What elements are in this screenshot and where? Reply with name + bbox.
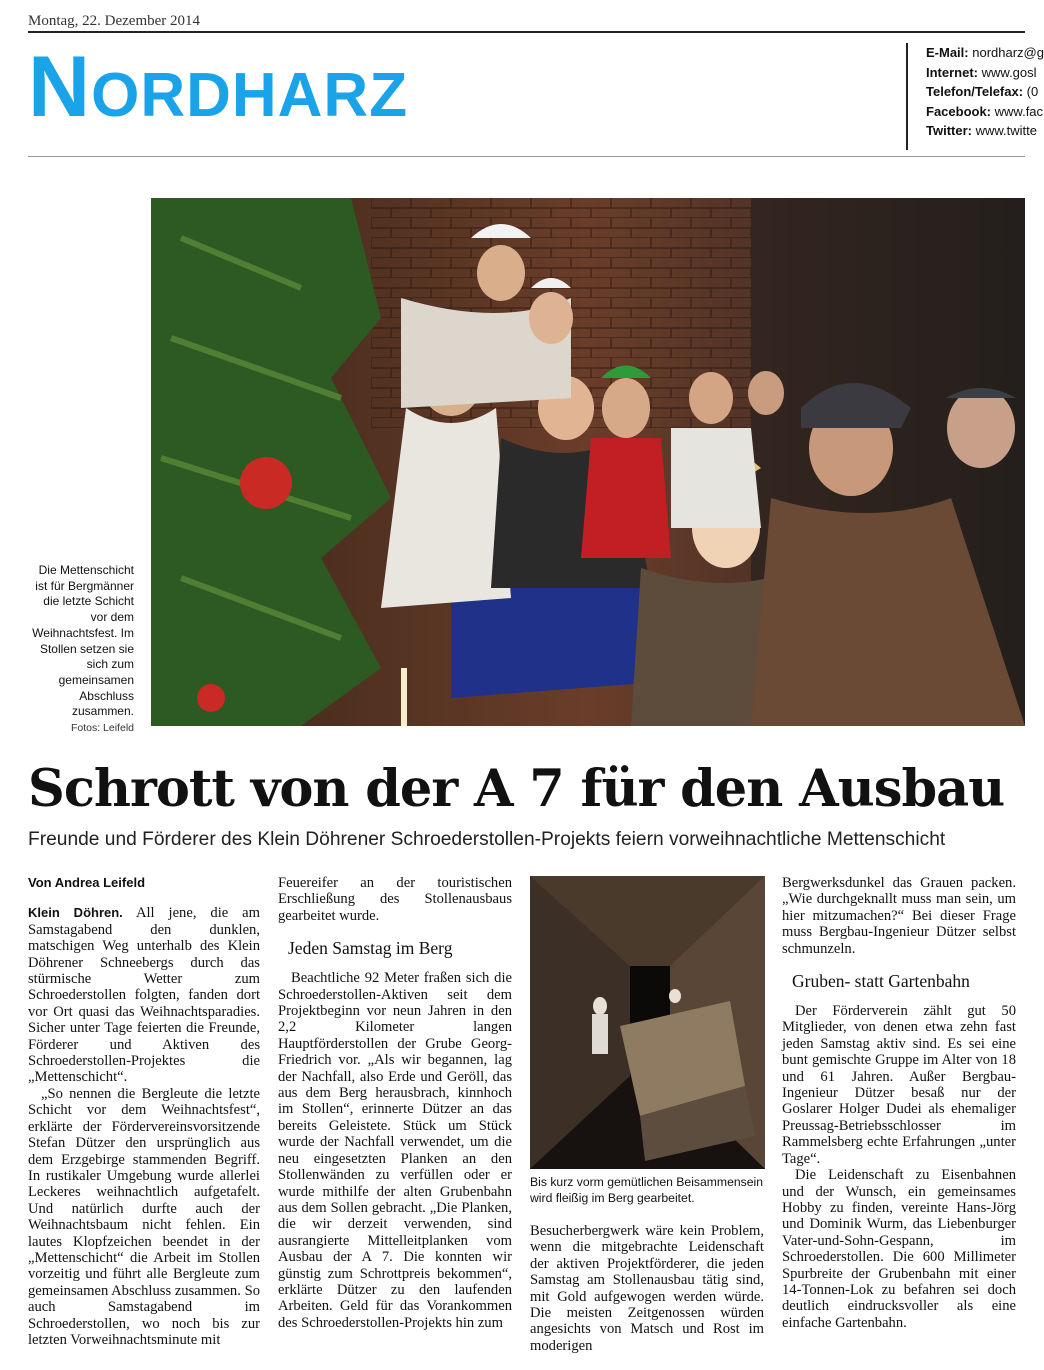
article-paragraph: Bergwerksdunkel das Grauen packen. „Wie durchgeknallt muss man sein, um hier mitzumachen?“ Bei dieser Frage muss Bergbau-Ingenieur Dützer selbst schmunzeln. [782, 875, 1016, 957]
contact-twitter: Twitter: www.twitte [926, 123, 1038, 138]
article-column-3 [530, 1223, 764, 1363]
subheading-gruben-statt-gartenbahn: Gruben- statt Gartenbahn [792, 971, 970, 992]
mine-tunnel-photo [530, 876, 765, 1169]
article-paragraph: Klein Döhren. All jene, die am Samstagabend den dunklen, matschigen Weg unterhalb des Klein Döhrener Schneebergs durch das stürmische Wetter zum Schroederstollen folgten, fanden dort vor Ort quasi das Weihnachtsparadies. Sicher unter Tage feierten die Freunde, Förderer und Aktiven des Schroederstollen-Projektes die „Mettenschicht“. [28, 905, 260, 1086]
contact-email: E-Mail: nordharz@g [926, 45, 1044, 60]
byline: Von Andrea Leifeld [28, 875, 146, 890]
photo-credit: Fotos: Leifeld [70, 722, 134, 735]
article-paragraph: Der Förderverein zählt gut 50 Mitglieder, von denen etwa zehn fast jeden Samstag aktiv sind. Es sei eine bunt gemischte Gruppe im Alter von 18 und 61 Jahren. Außer Bergbau-Ingenieur Dützer besaß nur der Goslarer Holger Dudei als ehemaliger Preussag-Betriebsschlosser im Rammelsberg echte Erfahrungen „unter Tage“. [782, 1003, 1016, 1167]
subheading-jeden-samstag: Jeden Samstag im Berg [288, 938, 453, 959]
article-column-2 [278, 875, 512, 1363]
contact-box [906, 43, 1044, 150]
article-column-4 [782, 875, 1016, 1363]
section-masthead: NORDHARZ [28, 39, 409, 135]
issue-date: Montag, 22. Dezember 2014 [28, 13, 201, 29]
dateline-place: Klein Döhren. [28, 905, 123, 921]
article-subheadline: Freunde und Förderer des Klein Döhrener Schroederstollen-Projekts feiern vorweihnachtliche Mettenschicht [28, 829, 946, 850]
tunnel-photo-caption: Bis kurz vorm gemütlichen Beisammensein wird fleißig im Berg gearbeitet. [530, 1175, 764, 1205]
article-headline: Schrott von der A 7 für den Ausbau [28, 759, 1005, 819]
mine-tunnel-photo-image [530, 876, 765, 1169]
header-rule [28, 156, 1025, 157]
main-photo-image [151, 198, 1025, 726]
top-rule [28, 31, 1025, 33]
article-paragraph: Feuereifer an der touristischen Erschließung des Stollenausbaus gearbeitet wurde. [278, 875, 512, 924]
main-photo [151, 198, 1025, 726]
article-paragraph: „So nennen die Bergleute die letzte Schicht vor dem Weihnachtsfest“, erklärte der Fördervereinsvorsitzende Stefan Dützer den ursprünglich aus dem Erzgebirge stammenden Begriff. In rustikaler Umgebung wurde allerlei Leckeres weihnachtlich aufgetafelt. Und natürlich durfte auch der Weihnachtsbaum nicht fehlen. Ein lautes Klopfzeichen beendet in der „Mettenschicht“ die Arbeit im Stollen vorzeitig und führt alle Bergleute zum gemeinsamen Abschluss zusammen. So auch Samstagabend im Schroederstollen, wo noch bis zur letzten Vorweihnachtsminute mit [28, 1085, 260, 1348]
contact-phone: Telefon/Telefax: (0 [926, 84, 1039, 99]
contact-internet: Internet: www.gosl [926, 64, 1037, 80]
article-paragraph: Die Leidenschaft zu Eisenbahnen und der Wunsch, ein gemeinsames Hobby zu finden, vereinte Hans-Jörg und Dominik Wurm, das Liebenburger Vater-und-Sohn-Gespann, im Schroederstollen. Die 600 Millimeter Spurbreite der Grubenbahn mit einer 14-Tonnen-Lok zu befahren sei doch deutlich eindrucksvoller als eine einfache Gartenbahn. [782, 1167, 1016, 1331]
article-paragraph: Beachtliche 92 Meter fraßen sich die Schroederstollen-Aktiven seit dem Projektbeginn vor neun Jahren in den 2,2 Kilometer langen Hauptförderstollen der Grube Georg-Friedrich vor. „Als wir begannen, lag der Nachfall, also Erde und Geröll, das aus dem Berg herausbrach, kinnhoch im Stollen“, erinnerte Dützer an das bereits Geleistete. Stück um Stück wurde der Nachfall verwendet, um die neu eingesetzten Planken an den Stollenwänden zu verfüllen oder er wurde mithilfe der alten Grubenbahn aus dem Sollen gebracht. „Die Planken, die wir derzeit verwenden, sind ausrangierte Mittelleitplanken vom Ausbau der A 7. Die konnten wir günstig zum Schrottpreis bekommen“, erklärte Dützer zu den laufenden Arbeiten. Geld für das Vorankommen des Schroederstollen-Projekts hin zum [278, 970, 512, 1331]
article-paragraph: Besucherbergwerk wäre kein Problem, wenn die mitgebrachte Leidenschaft der aktiven Projektförderer, die jeden Samstag am Stollenausbau tätig sind, mit Gold aufgewogen werden würde. Die meisten Zeitgenossen würden angesichts von Matsch und Rost im moderigen [530, 1223, 764, 1354]
contact-facebook: Facebook: www.fac [926, 103, 1044, 119]
article-column-1 [28, 875, 260, 1363]
main-photo-caption: Die Mettenschicht ist für Bergmänner die letzte Schicht vor dem Weihnachtsfest. Im Stollen setzen sie sich zum gemeinsamen Abschluss zusammen. Fotos: Leifeld [32, 563, 134, 735]
